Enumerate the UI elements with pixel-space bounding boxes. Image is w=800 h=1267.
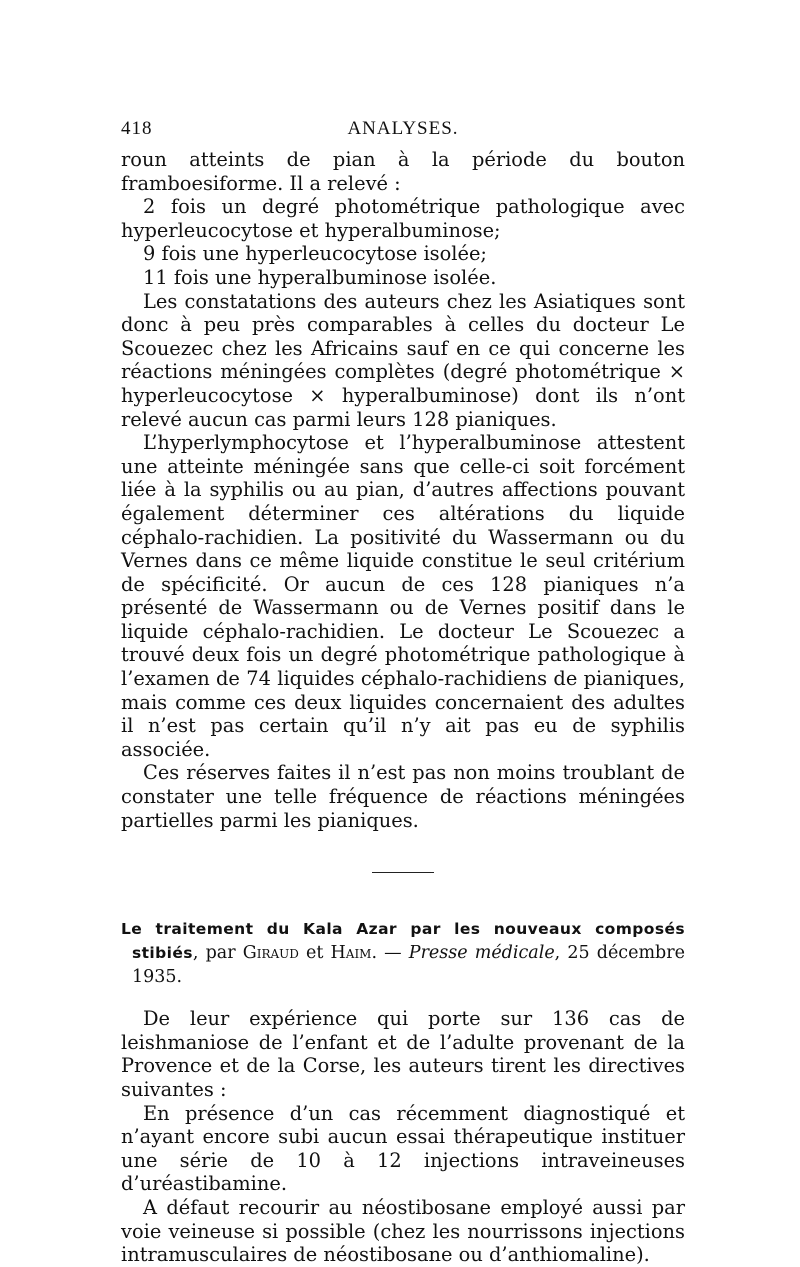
- review-dash: . —: [371, 943, 409, 964]
- paragraph: Les constatations des auteurs chez les Asiatiques sont donc à peu près comparables à celles du docteur Le Scouezec chez les Africains sauf en ce qui concerne les réactions méningées complètes (degré photométrique × hyperleucocytose × hyperalbuminose) dont ils n’ont relevé aucun cas parmi leurs 128 pianiques.: [121, 289, 685, 431]
- page-number: 418: [121, 118, 153, 139]
- section-divider: [372, 872, 434, 873]
- review-author: Giraud: [242, 943, 299, 964]
- review-and: et: [298, 943, 331, 964]
- review-journal: Presse médicale: [408, 943, 555, 964]
- paragraph: 2 fois un degré photométrique pathologique avec hyperleucocytose et hyperalbuminose;: [121, 195, 685, 242]
- review-heading: [121, 917, 685, 989]
- review-body: [121, 1007, 685, 1267]
- paragraph: En présence d’un cas récemment diagnostiqué et n’ayant encore subi aucun essai thérapeutique instituer une série de 10 à 12 injections intraveineuses d’uréastibamine.: [121, 1101, 685, 1196]
- paragraph: 9 fois une hyperleucocytose isolée;: [143, 242, 487, 266]
- paragraph: L’hyperlymphocytose et l’hyperalbuminose attestent une atteinte méningée sans que celle-ci soit forcément liée à la syphilis ou au pian, d’autres affections pouvant également déterminer ces altérations du liquide céphalo-rachidien. La positivité du Wassermann ou du Vernes dans ce même liquide constitue le seul critérium de spécificité. Or aucun de ces 128 pianiques n’a présenté de Wassermann ou de Vernes positif dans le liquide céphalo-rachidien. Le docteur Le Scouezec a trouvé deux fois un degré photométrique pathologique à l’examen de 74 liquides céphalo-rachidiens de pianiques, mais comme ces deux liquides concernaient des adultes il n’est pas certain qu’il n’y ait pas eu de syphilis associée.: [121, 431, 685, 761]
- body-text: [121, 148, 685, 832]
- paragraph: A défaut recourir au néostibosane employé aussi par voie veineuse si possible (chez les nourrissons injections intramusculaires de néostibosane ou d’anthiomaline).: [121, 1195, 685, 1267]
- review-by: , par: [192, 943, 243, 964]
- review-author: Haim: [330, 943, 372, 964]
- paragraph: De leur expérience qui porte sur 136 cas de leishmaniose de l’enfant et de l’adulte provenant de la Provence et de la Corse, les auteurs tirent les directives suivantes :: [121, 1007, 685, 1101]
- review-date: , 25 décembre 1935.: [132, 943, 685, 988]
- running-title: ANALYSES.: [347, 118, 459, 139]
- paragraph: roun atteints de pian à la période du bouton framboesiforme. Il a relevé :: [121, 148, 685, 195]
- paragraph: Ces réserves faites il n’est pas non moins troublant de constater une telle fréquence de réactions méningées partielles parmi les pianiques.: [121, 761, 685, 832]
- page-header: [121, 118, 685, 148]
- paragraph: 11 fois une hyperalbuminose isolée.: [143, 265, 497, 289]
- review-title: Le traitement du Kala Azar par les nouveaux composés stibiés: [121, 920, 685, 963]
- document-page: [121, 118, 685, 1267]
